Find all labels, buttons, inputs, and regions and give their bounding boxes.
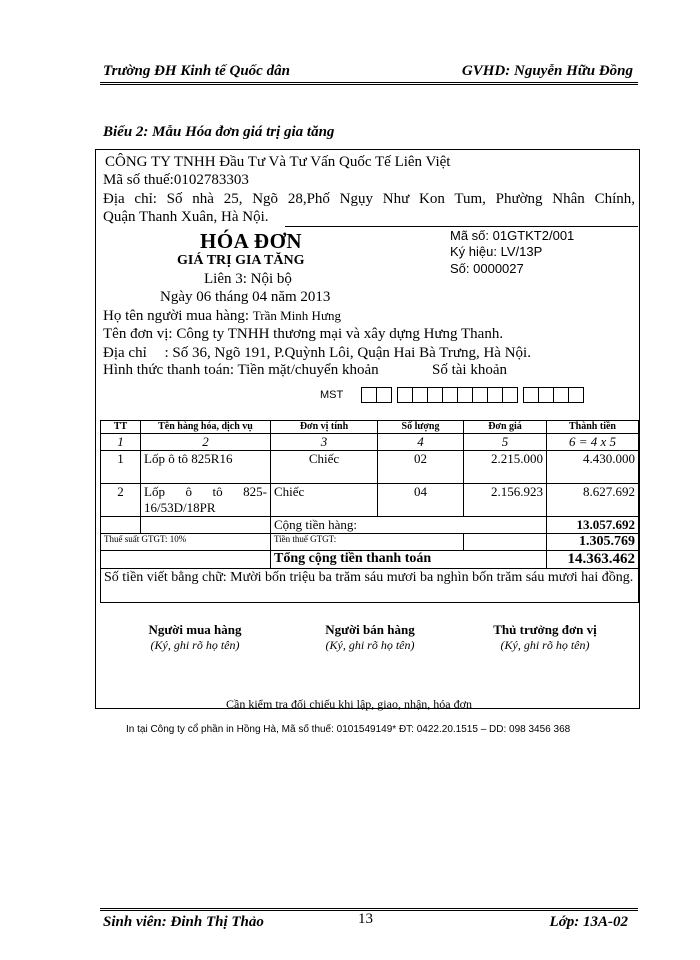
buyer-name-label: Họ tên người mua hàng: (103, 308, 250, 324)
footer-student: Sinh viên: Đinh Thị Thảo (103, 914, 264, 930)
subtotal-row (101, 517, 639, 534)
row-name: Lốp ô tô 825-16/53D/18PR (141, 484, 271, 517)
invoice-symbol: Ký hiệu: LV/13P (450, 244, 543, 259)
header-advisor: GVHD: Nguyễn Hữu Đồng (461, 63, 633, 79)
company-tax-code: Mã số thuế:0102783303 (103, 172, 249, 188)
table-row (101, 451, 639, 484)
index-cell: 3 (271, 434, 378, 451)
company-address-line2: Quận Thanh Xuân, Hà Nội. (103, 209, 269, 225)
index-cell: 2 (141, 434, 271, 451)
company-divider (285, 226, 638, 227)
buyer-unit-value: Công ty TNHH thương mại và xây dựng Hưng Thanh. (176, 326, 504, 342)
header-school: Trường ĐH Kinh tế Quốc dân (103, 63, 290, 79)
buyer-name-value: Trần Minh Hưng (252, 308, 341, 323)
vat-amount-value: 1.305.769 (547, 534, 639, 551)
figure-caption: Biểu 2: Mẫu Hóa đơn giá trị gia tăng (103, 124, 335, 140)
row-tt: 2 (101, 484, 141, 517)
row-tt: 1 (101, 451, 141, 484)
invoice-subtitle: GIÁ TRỊ GIA TĂNG (177, 253, 305, 268)
buyer-payment-method: Hình thức thanh toán: Tiền mặt/chuyển khoản (103, 362, 379, 378)
invoice-form-no: Mã số: 01GTKT2/001 (450, 228, 575, 243)
printer-note: In tại Công ty cổ phần in Hồng Hà, Mã số thuế: 0101549149* ĐT: 0422.20.1515 – DD: 098 3456 368 (126, 724, 571, 735)
in-words-row (101, 569, 639, 603)
buyer-address-row (103, 345, 531, 362)
subtotal-label: Cộng tiền hàng: (271, 517, 547, 534)
mst-digit-box (553, 387, 569, 403)
total-row (101, 551, 639, 569)
signature-title: Thủ trưởng đơn vị (493, 622, 597, 637)
index-cell: 4 (378, 434, 464, 451)
header-rule (100, 82, 638, 85)
footer-class: Lớp: 13A-02 (549, 914, 628, 930)
row-name: Lốp ô tô 825R16 (141, 451, 271, 484)
subtotal-value: 13.057.692 (547, 517, 639, 534)
signature-note: (Ký, ghi rõ họ tên) (325, 638, 415, 652)
row-amount: 4.430.000 (547, 451, 639, 484)
mst-digit-box (442, 387, 458, 403)
col-header: TT (101, 421, 141, 434)
mst-digit-box (523, 387, 539, 403)
row-price: 2.215.000 (464, 451, 547, 484)
index-cell: 6 = 4 x 5 (547, 434, 639, 451)
row-unit: Chiếc (271, 484, 378, 517)
invoice-date: Ngày 06 tháng 04 năm 2013 (160, 289, 331, 305)
mst-digit-box (472, 387, 488, 403)
mst-digit-box (427, 387, 443, 403)
signature-seller (285, 622, 455, 653)
buyer-account-label: Số tài khoản (432, 362, 507, 378)
vat-row (101, 534, 639, 551)
table-header-row (101, 421, 639, 434)
mst-digit-box (412, 387, 428, 403)
signature-title: Người bán hàng (325, 622, 415, 637)
signature-note: (Ký, ghi rõ họ tên) (150, 638, 240, 652)
col-header: Tên hàng hóa, dịch vụ (141, 421, 271, 434)
mst-digit-box (457, 387, 473, 403)
mst-digit-box (397, 387, 413, 403)
mst-digit-box (376, 387, 392, 403)
company-name: CÔNG TY TNHH Đầu Tư Và Tư Vấn Quốc Tế Liên Việt (105, 154, 451, 170)
buyer-name-row (103, 308, 341, 325)
buyer-address-value: : Số 36, Ngõ 191, P.Quỳnh Lôi, Quận Hai Bà Trưng, Hà Nội. (164, 345, 531, 361)
footer-page-number: 13 (358, 911, 373, 927)
table-row (101, 484, 639, 517)
table-index-row (101, 434, 639, 451)
total-label: Tổng cộng tiền thanh toán (271, 551, 547, 569)
buyer-unit-label: Tên đơn vị: (103, 326, 173, 342)
col-header: Số lượng (378, 421, 464, 434)
signature-director (460, 622, 630, 653)
mst-digit-box (502, 387, 518, 403)
col-header: Đơn vị tính (271, 421, 378, 434)
mst-digit-box (538, 387, 554, 403)
mst-boxes (362, 386, 584, 404)
amount-in-words: Số tiền viết bằng chữ: Mười bốn triệu ba trăm sáu mươi ba nghìn bốn trăm sáu mươi hai đồng. (101, 569, 639, 603)
signature-note: (Ký, ghi rõ họ tên) (500, 638, 590, 652)
col-header: Thành tiền (547, 421, 639, 434)
mst-digit-box (568, 387, 584, 403)
signature-section (110, 622, 630, 653)
total-value: 14.363.462 (547, 551, 639, 569)
buyer-address-label: Địa chỉ (103, 345, 147, 361)
company-address-line1: Địa chỉ: Số nhà 25, Ngõ 28,Phố Ngụy Như Kon Tum, Phường Nhân Chính, (103, 191, 635, 207)
signature-title: Người mua hàng (148, 622, 242, 637)
signature-buyer (110, 622, 280, 653)
invoice-number: Số: 0000027 (450, 261, 524, 276)
goods-table (100, 420, 639, 603)
col-header: Đơn giá (464, 421, 547, 434)
index-cell: 1 (101, 434, 141, 451)
row-qty: 02 (378, 451, 464, 484)
vat-amount-label: Tiền thuế GTGT: (271, 534, 464, 551)
row-price: 2.156.923 (464, 484, 547, 517)
mst-label: MST (320, 389, 344, 401)
row-amount: 8.627.692 (547, 484, 639, 517)
buyer-unit-row (103, 326, 503, 343)
row-qty: 04 (378, 484, 464, 517)
mst-digit-box (487, 387, 503, 403)
mst-digit-box (361, 387, 377, 403)
check-note: Cần kiểm tra đối chiếu khi lập, giao, nhận, hóa đơn (226, 697, 472, 711)
vat-rate-label: Thuế suất GTGT: 10% (101, 534, 271, 551)
index-cell: 5 (464, 434, 547, 451)
row-unit: Chiếc (271, 451, 378, 484)
invoice-title: HÓA ĐƠN (200, 229, 303, 253)
invoice-copy: Liên 3: Nội bộ (204, 271, 292, 287)
